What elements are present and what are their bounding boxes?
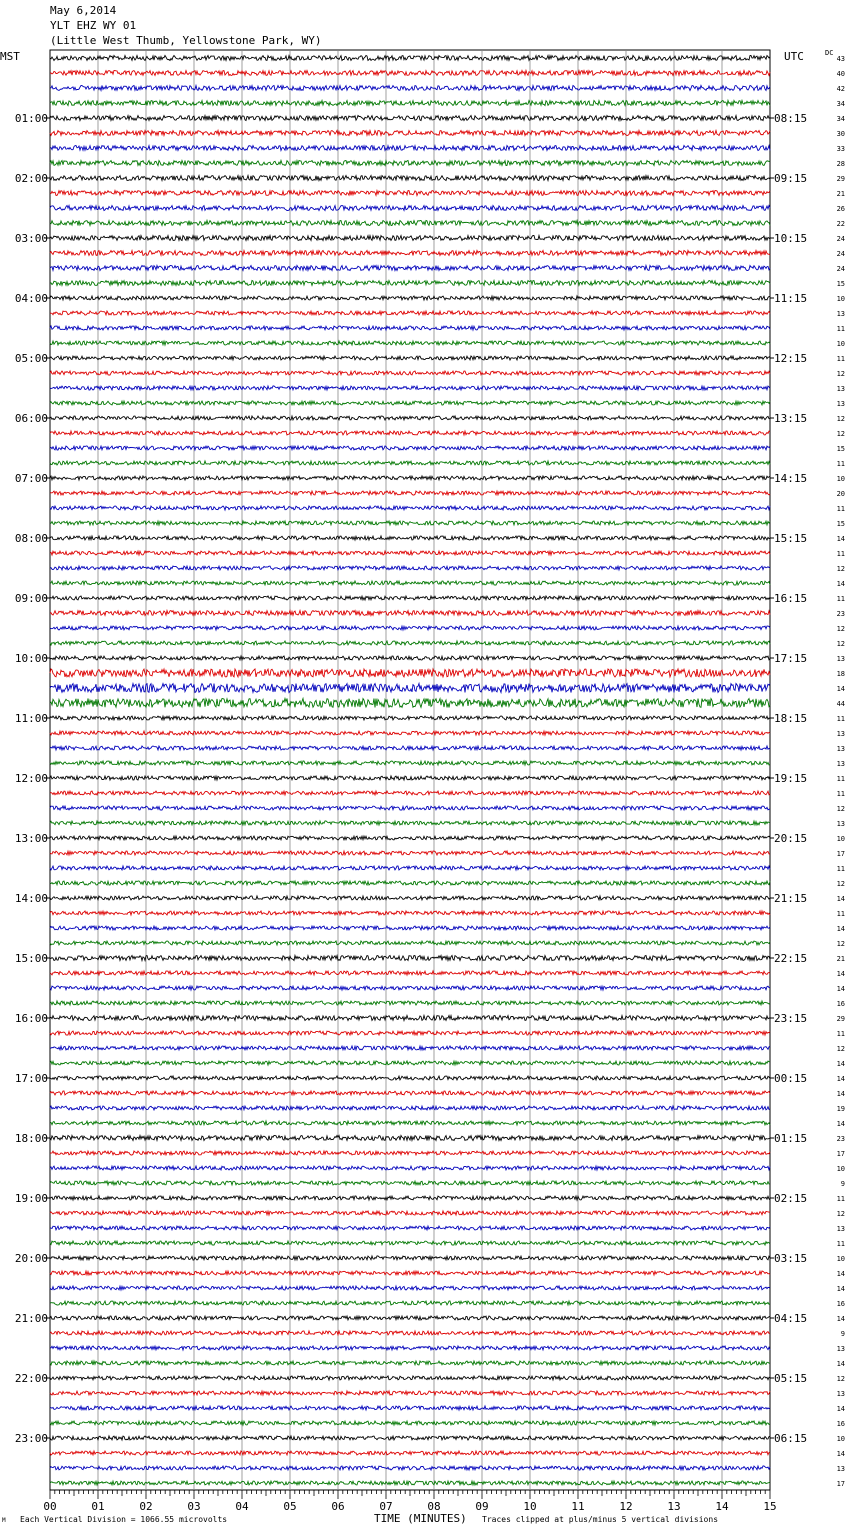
x-tick-label: 14 — [715, 1500, 729, 1513]
dc-offset-value: 13 — [836, 1390, 845, 1398]
dc-offset-value: 24 — [836, 235, 845, 243]
dc-offset-value: 30 — [836, 130, 845, 138]
left-hour-label: 20:00 — [14, 1252, 48, 1265]
dc-offset-value: 11 — [836, 715, 845, 723]
dc-offset-value: 19 — [836, 1105, 845, 1113]
right-hour-label: 19:15 — [774, 772, 808, 785]
dc-offset-value: 40 — [836, 70, 845, 78]
left-hour-label: 12:00 — [14, 772, 48, 785]
x-tick-label: 01 — [91, 1500, 105, 1513]
right-timezone-label: UTC — [784, 50, 804, 63]
dc-offset-value: 13 — [836, 730, 845, 738]
dc-offset-value: 12 — [836, 565, 845, 573]
right-hour-label: 16:15 — [774, 592, 808, 605]
left-hour-labels — [15, 112, 50, 1445]
dc-offset-value: 43 — [836, 55, 845, 63]
right-hour-label: 22:15 — [774, 952, 808, 965]
dc-offset-value: 13 — [836, 1225, 845, 1233]
left-hour-label: 06:00 — [14, 412, 48, 425]
dc-offset-value: 21 — [836, 190, 845, 198]
x-tick-label: 03 — [187, 1500, 201, 1513]
x-tick-label: 12 — [619, 1500, 633, 1513]
dc-offset-value: 14 — [836, 535, 845, 543]
left-hour-label: 23:00 — [14, 1432, 48, 1445]
right-hour-label: 13:15 — [774, 412, 808, 425]
dc-offset-value: 13 — [836, 310, 845, 318]
dc-offset-value: 13 — [836, 655, 845, 663]
dc-offset-value: 13 — [836, 820, 845, 828]
left-hour-label: 21:00 — [14, 1312, 48, 1325]
left-hour-label: 10:00 — [14, 652, 48, 665]
dc-offset-value: 14 — [836, 1285, 845, 1293]
left-hour-label: 02:00 — [14, 172, 48, 185]
dc-offset-value: 13 — [836, 1465, 845, 1473]
x-tick-label: 08 — [427, 1500, 441, 1513]
header-date: May 6,2014 — [50, 4, 117, 17]
dc-offset-value: 12 — [836, 1375, 845, 1383]
left-timezone-label: MST — [0, 50, 20, 63]
dc-offset-value: 14 — [836, 1405, 845, 1413]
dc-offset-value: 11 — [836, 355, 845, 363]
x-tick-label: 09 — [475, 1500, 489, 1513]
dc-offset-value: 11 — [836, 595, 845, 603]
right-hour-label: 10:15 — [774, 232, 808, 245]
right-hour-label: 01:15 — [774, 1132, 808, 1145]
x-tick-label: 15 — [763, 1500, 777, 1513]
dc-offset-value: 11 — [836, 865, 845, 873]
x-tick-label: 11 — [571, 1500, 585, 1513]
dc-offset-value: 12 — [836, 625, 845, 633]
right-hour-label: 17:15 — [774, 652, 808, 665]
left-hour-label: 15:00 — [14, 952, 48, 965]
dc-offset-value: 14 — [836, 895, 845, 903]
left-hour-label: 08:00 — [14, 532, 48, 545]
x-tick-label: 05 — [283, 1500, 297, 1513]
left-hour-label: 16:00 — [14, 1012, 48, 1025]
dc-label: DC — [825, 49, 834, 57]
dc-offset-value: 12 — [836, 1045, 845, 1053]
dc-offset-value: 24 — [836, 250, 845, 258]
dc-offset-value: 20 — [836, 490, 845, 498]
right-hour-label: 02:15 — [774, 1192, 808, 1205]
dc-offset-value: 23 — [836, 610, 845, 618]
dc-offset-value: 44 — [836, 700, 845, 708]
dc-offset-value: 12 — [836, 1210, 845, 1218]
dc-offset-value: 11 — [836, 1195, 845, 1203]
right-hour-label: 14:15 — [774, 472, 808, 485]
dc-offset-value: 14 — [836, 1120, 845, 1128]
left-hour-label: 13:00 — [14, 832, 48, 845]
left-hour-label: 17:00 — [14, 1072, 48, 1085]
x-axis — [43, 1490, 776, 1513]
left-hour-label: 18:00 — [14, 1132, 48, 1145]
x-tick-label: 00 — [43, 1500, 57, 1513]
right-hour-label: 12:15 — [774, 352, 808, 365]
dc-offset-value: 13 — [836, 400, 845, 408]
x-tick-label: 04 — [235, 1500, 249, 1513]
dc-offset-value: 11 — [836, 775, 845, 783]
left-hour-label: 01:00 — [14, 112, 48, 125]
right-hour-label: 03:15 — [774, 1252, 808, 1265]
dc-offset-value: 29 — [836, 175, 845, 183]
x-tick-label: 06 — [331, 1500, 345, 1513]
left-hour-label: 19:00 — [14, 1192, 48, 1205]
dc-offset-value: 9 — [840, 1330, 845, 1338]
dc-offset-value: 11 — [836, 505, 845, 513]
dc-offset-value: 14 — [836, 1270, 845, 1278]
right-hour-label: 05:15 — [774, 1372, 808, 1385]
dc-offset-value: 14 — [836, 1360, 845, 1368]
dc-offset-value: 10 — [836, 835, 845, 843]
right-hour-label: 21:15 — [774, 892, 808, 905]
right-hour-label: 04:15 — [774, 1312, 808, 1325]
dc-offset-value: 15 — [836, 445, 845, 453]
dc-offset-value: 12 — [836, 805, 845, 813]
dc-offset-value: 13 — [836, 760, 845, 768]
dc-offset-value: 29 — [836, 1015, 845, 1023]
dc-offset-value: 10 — [836, 1435, 845, 1443]
dc-offset-value: 23 — [836, 1135, 845, 1143]
dc-offset-value: 12 — [836, 370, 845, 378]
dc-offset-value: 14 — [836, 1060, 845, 1068]
dc-offset-value: 17 — [836, 1150, 845, 1158]
dc-offset-value: 11 — [836, 550, 845, 558]
dc-offset-value: 24 — [836, 265, 845, 273]
scale-note: Each Vertical Division = 1066.55 microvolts — [20, 1515, 228, 1524]
dc-offset-value: 11 — [836, 910, 845, 918]
dc-offset-value: 14 — [836, 970, 845, 978]
left-hour-label: 14:00 — [14, 892, 48, 905]
dc-offset-value: 15 — [836, 280, 845, 288]
dc-offset-value: 12 — [836, 640, 845, 648]
left-hour-label: 22:00 — [14, 1372, 48, 1385]
dc-offset-value: 22 — [836, 220, 845, 228]
dc-offset-value: 10 — [836, 475, 845, 483]
dc-offset-value: 14 — [836, 685, 845, 693]
dc-offset-value: 16 — [836, 1000, 845, 1008]
dc-offset-value: 28 — [836, 160, 845, 168]
left-hour-label: 09:00 — [14, 592, 48, 605]
dc-offset-value: 16 — [836, 1300, 845, 1308]
x-tick-label: 10 — [523, 1500, 537, 1513]
dc-offset-value: 10 — [836, 1255, 845, 1263]
left-hour-label: 07:00 — [14, 472, 48, 485]
dc-offset-value: 14 — [836, 985, 845, 993]
header-station: YLT EHZ WY 01 — [50, 19, 137, 32]
dc-offset-value: 15 — [836, 520, 845, 528]
corner-mark: M — [2, 1517, 6, 1524]
dc-offset-value: 34 — [836, 115, 845, 123]
right-hour-label: 08:15 — [774, 112, 808, 125]
x-axis-title: TIME (MINUTES) — [374, 1512, 467, 1525]
dc-offset-value: 42 — [836, 85, 845, 93]
dc-offset-value: 14 — [836, 1075, 845, 1083]
clip-note: Traces clipped at plus/minus 5 vertical divisions — [482, 1515, 719, 1524]
dc-offset-value: 11 — [836, 790, 845, 798]
dc-offset-value: 11 — [836, 325, 845, 333]
dc-offset-value: 14 — [836, 1450, 845, 1458]
left-hour-label: 04:00 — [14, 292, 48, 305]
dc-offset-value: 14 — [836, 1090, 845, 1098]
left-hour-label: 03:00 — [14, 232, 48, 245]
dc-offset-value: 18 — [836, 670, 845, 678]
right-hour-label: 18:15 — [774, 712, 808, 725]
dc-offset-value: 11 — [836, 460, 845, 468]
right-hour-label: 11:15 — [774, 292, 808, 305]
x-tick-label: 13 — [667, 1500, 681, 1513]
dc-offset-value: 17 — [836, 850, 845, 858]
dc-offset-value: 12 — [836, 940, 845, 948]
dc-offset-value: 13 — [836, 745, 845, 753]
dc-offset-value: 13 — [836, 385, 845, 393]
header-location: (Little West Thumb, Yellowstone Park, WY) — [50, 34, 322, 47]
right-hour-label: 23:15 — [774, 1012, 808, 1025]
dc-offset-value: 12 — [836, 880, 845, 888]
right-hour-label: 09:15 — [774, 172, 808, 185]
dc-offset-value: 14 — [836, 580, 845, 588]
right-hour-label: 06:15 — [774, 1432, 808, 1445]
dc-offset-value: 26 — [836, 205, 845, 213]
dc-offset-value: 11 — [836, 1240, 845, 1248]
dc-offset-value: 11 — [836, 1030, 845, 1038]
right-hour-label: 00:15 — [774, 1072, 808, 1085]
dc-offset-value: 10 — [836, 340, 845, 348]
dc-offset-value: 12 — [836, 430, 845, 438]
x-tick-label: 07 — [379, 1500, 393, 1513]
dc-offset-value: 12 — [836, 415, 845, 423]
dc-offset-value: 14 — [836, 1315, 845, 1323]
right-hour-label: 15:15 — [774, 532, 808, 545]
dc-offset-labels — [837, 55, 845, 1488]
left-hour-label: 05:00 — [14, 352, 48, 365]
dc-offset-value: 17 — [836, 1480, 845, 1488]
right-hour-label: 20:15 — [774, 832, 808, 845]
left-hour-label: 11:00 — [14, 712, 48, 725]
dc-offset-value: 16 — [836, 1420, 845, 1428]
dc-offset-value: 9 — [840, 1180, 845, 1188]
dc-offset-value: 13 — [836, 1345, 845, 1353]
dc-offset-value: 21 — [836, 955, 845, 963]
dc-offset-value: 14 — [836, 925, 845, 933]
dc-offset-value: 10 — [836, 295, 845, 303]
x-tick-label: 02 — [139, 1500, 153, 1513]
right-hour-labels — [770, 112, 807, 1445]
dc-offset-value: 33 — [836, 145, 845, 153]
dc-offset-value: 34 — [836, 100, 845, 108]
dc-offset-value: 10 — [836, 1165, 845, 1173]
